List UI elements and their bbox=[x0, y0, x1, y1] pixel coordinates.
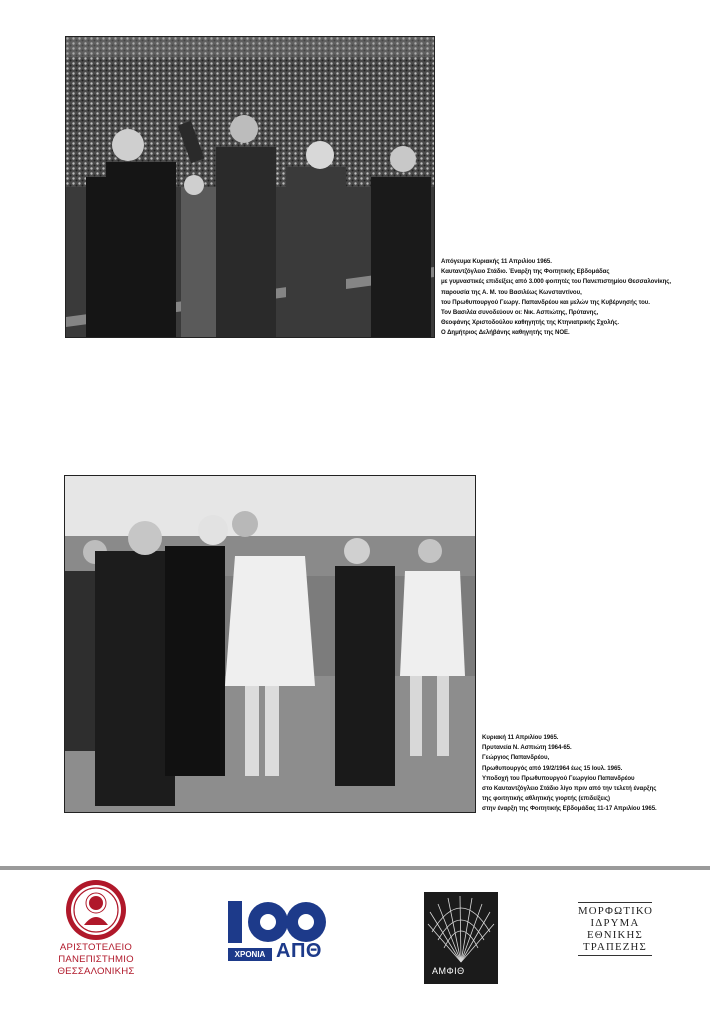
photo-pm-reception-caption bbox=[482, 733, 657, 815]
caption-line: Κυριακή 11 Απριλίου 1965. bbox=[482, 734, 559, 741]
caption-line: Γεώργιος Παπανδρέου, bbox=[482, 754, 550, 762]
caption-line: στην έναρξη της Φοιτητικής Εβδομάδας 11-17 Απριλίου 1965. bbox=[482, 805, 657, 813]
miet-line: ΕΘΝΙΚΗΣ bbox=[586, 929, 644, 941]
caption-line: στο Καυταντζόγλειο Στάδιο λίγο πριν από την τελετή έναρξης bbox=[482, 785, 657, 793]
auth-name-line: ΠΑΝΕΠΙΣΤΗΜΙΟ bbox=[58, 954, 134, 965]
caption-line: Πρωθυπουργός από 19/2/1964 έως 15 Ιουλ. 1965. bbox=[482, 764, 623, 772]
auth-seal-logo bbox=[64, 879, 128, 941]
miet-line: ΤΡΑΠΕΖΗΣ bbox=[582, 941, 648, 953]
caption-line: Τον Βασιλέα συνοδεύουν οι: Νικ. Ασπιώτης, Πρύτανης, bbox=[441, 309, 599, 317]
footer-divider bbox=[0, 866, 710, 870]
photo-stadium-opening-caption bbox=[441, 257, 671, 339]
auth-seal-icon bbox=[64, 879, 128, 941]
miet-line: ΙΔΡΥΜΑ bbox=[590, 917, 640, 929]
photo-stadium-opening-image bbox=[66, 37, 434, 337]
miet-top-rule bbox=[578, 902, 652, 903]
amfith-label: ΑΜΦΙΘ bbox=[432, 966, 465, 976]
caption-line: Πρυτανεία Ν. Ασπιώτη 1964-65. bbox=[482, 744, 572, 752]
auth-name-line: ΑΡΙΣΤΟΤΕΛΕΙΟ bbox=[59, 942, 133, 953]
hundred-years-sub-label: ΧΡΟΝΙΑ bbox=[228, 948, 272, 961]
caption-line: με γυμναστικές επιδείξεις από 3.000 φοιτητές του Πανεπιστημίου Θεσσαλονίκης, bbox=[441, 278, 672, 286]
miet-bottom-rule bbox=[578, 955, 652, 956]
auth-name-text bbox=[36, 942, 156, 978]
photo-pm-reception-image bbox=[65, 476, 475, 812]
miet-line: ΜΟΡΦΩΤΙΚΟ bbox=[578, 905, 654, 917]
photo-stadium-opening bbox=[65, 36, 435, 338]
caption-line: Απόγευμα Κυριακής 11 Απριλίου 1965. bbox=[441, 258, 552, 265]
miet-logo bbox=[578, 900, 652, 958]
caption-line: της φοιτητικής αθλητικής γιορτής (επιδείξεις) bbox=[482, 795, 610, 803]
auth-name-line: ΘΕΣΣΑΛΟΝΙΚΗΣ bbox=[57, 966, 135, 977]
caption-line: Υποδοχή του Πρωθυπουργού Γεωργίου Παπανδρέου bbox=[482, 774, 635, 782]
caption-line: του Πρωθυπουργού Γεωργ. Παπανδρέου και μελών της Κυβέρνησής του. bbox=[441, 298, 650, 306]
hundred-years-abbr: ΑΠΘ bbox=[276, 940, 322, 962]
photo-pm-reception bbox=[64, 475, 476, 813]
caption-line: παρουσία της Α. Μ. του Βασιλέως Κωνσταντίνου, bbox=[441, 288, 582, 296]
caption-line: Καυταντζόγλειο Στάδιο. Έναρξη της Φοιτητικής Εβδομάδας bbox=[441, 268, 610, 276]
caption-line: Ο Δημήτριος Δελήβάνης καθηγητής της ΝΟΕ. bbox=[441, 329, 570, 337]
caption-line: Θεοφάνης Χριστοδούλου καθηγητής της Κτηνιατρικής Σχολής. bbox=[441, 319, 619, 327]
